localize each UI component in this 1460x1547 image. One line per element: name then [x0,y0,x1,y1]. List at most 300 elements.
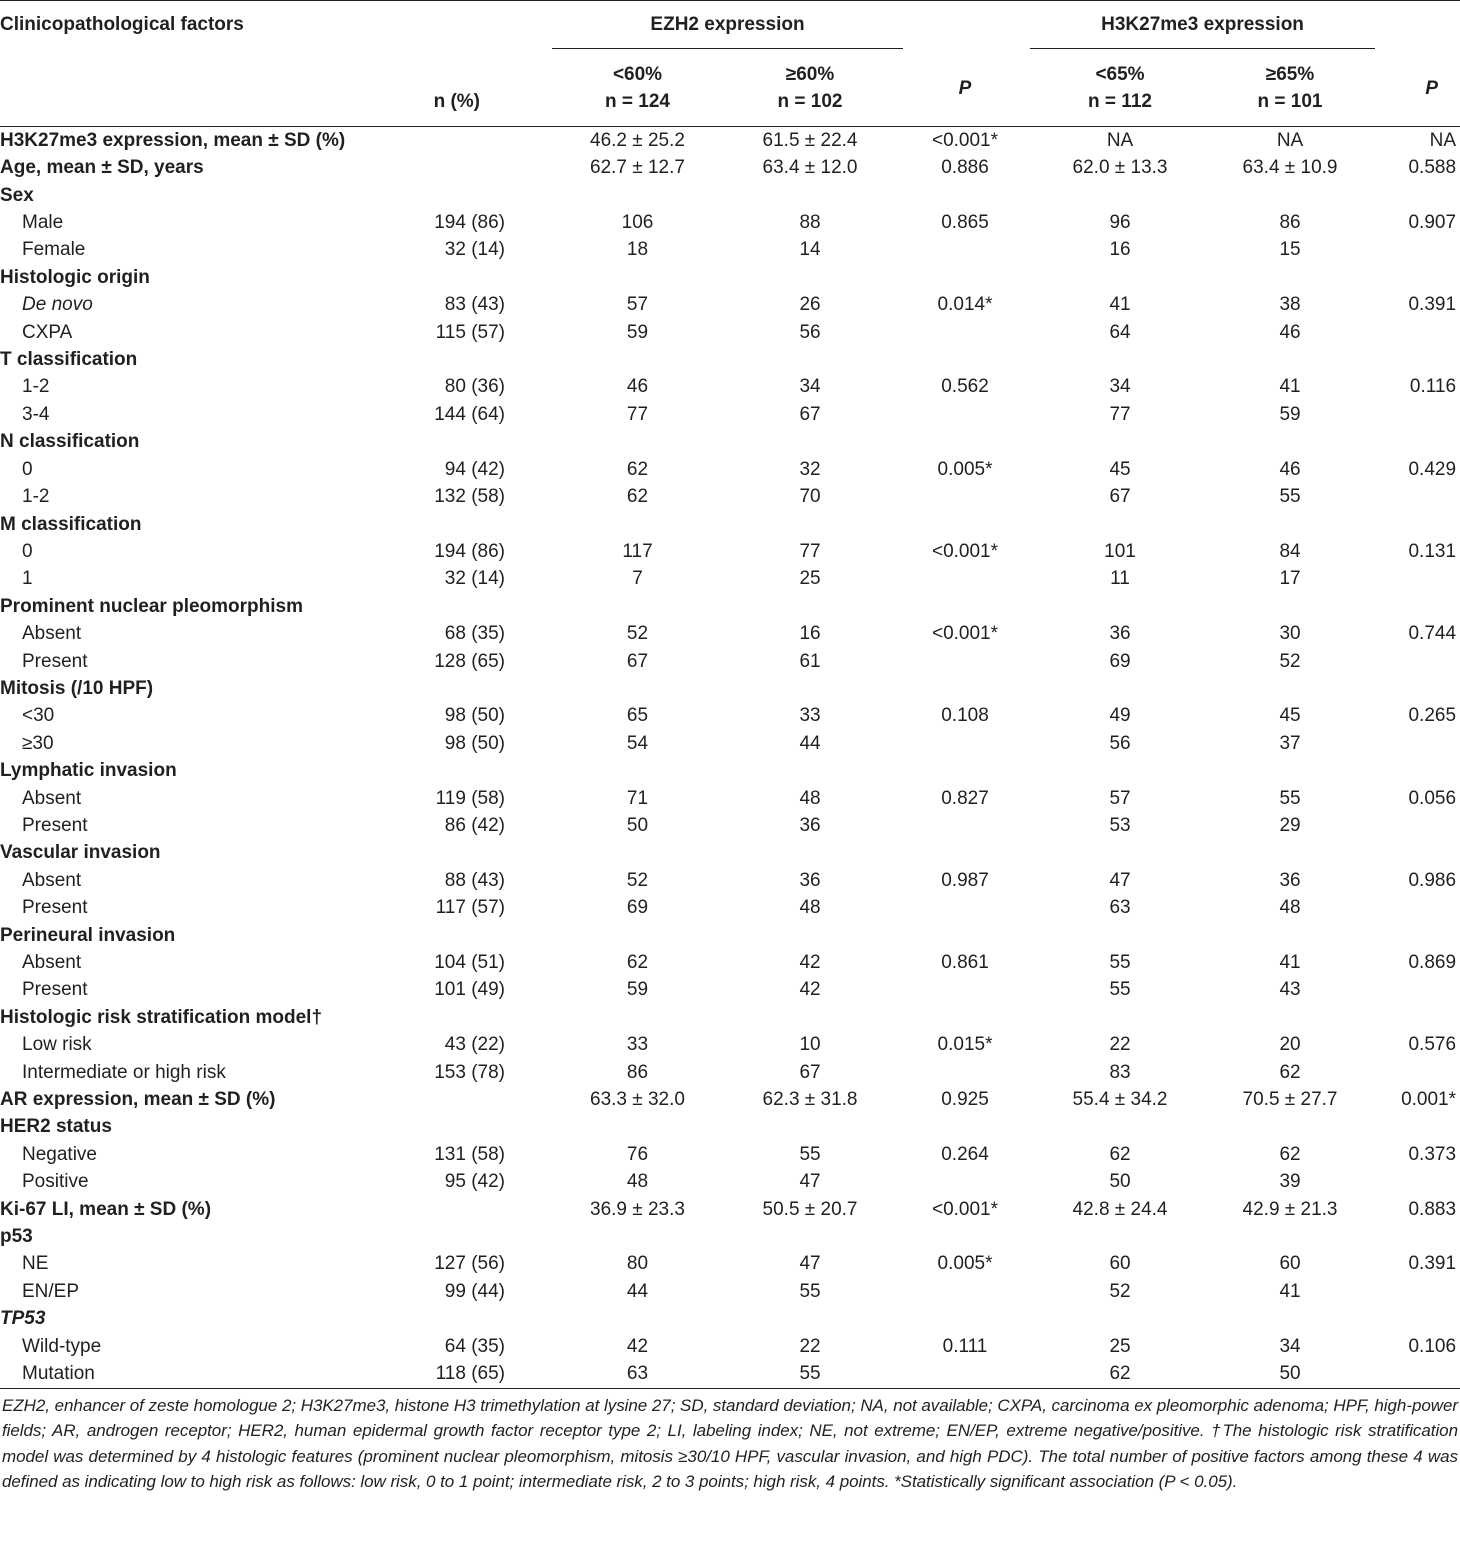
cell-n [360,1113,550,1140]
table-row [0,1360,1460,1388]
cell-n [360,593,550,620]
row-label: Histologic risk stratification model† [0,1006,323,1028]
cell-e-high [725,922,895,949]
cell-p1 [895,428,1035,455]
row-label: 3-4 [22,403,50,425]
row-label: Present [22,897,88,919]
cell-h-low: 53 [1109,814,1131,836]
ezh2-group-label: EZH2 expression [552,11,903,49]
table-row [0,1223,1460,1250]
cell-n: 99 (44) [444,1280,505,1302]
cell-e-low [550,1004,725,1031]
cell-n: 153 (78) [434,1061,505,1083]
cell-h-high: 38 [1279,294,1301,316]
cell-e-high: 44 [799,732,821,754]
cell-e-high: 55 [799,1143,821,1165]
cell-h-high: 30 [1279,623,1301,645]
cell-e-low: 62 [626,952,649,973]
cell-e-low [550,757,725,784]
cell-p2: 0.391 [1408,1253,1457,1275]
cell-h-high [1205,1223,1375,1250]
cell-p1 [895,648,1035,675]
n-percent-header: n (%) [360,61,550,126]
table-row [0,894,1460,921]
cell-e-high [725,346,895,373]
row-label: <30 [22,705,55,727]
table-body [0,126,1460,1388]
cell-n: 80 (36) [444,376,505,398]
cell-e-low [550,264,725,291]
cell-e-low: 52 [626,623,649,645]
table-row [0,839,1460,866]
cell-e-high: 22 [799,1335,821,1357]
cell-e-low [550,1113,725,1140]
cell-p2 [1375,1223,1460,1250]
row-label: Absent [22,623,82,645]
cell-p1 [895,1360,1035,1388]
cell-e-low: 71 [626,787,649,809]
cell-h-high: 46 [1279,321,1301,343]
cell-h-low [1035,1305,1205,1332]
cell-n: 194 (86) [434,212,505,234]
row-label: 1 [22,568,33,590]
row-label: Prominent nuclear pleomorphism [0,595,303,617]
cell-n [360,154,550,181]
table-row [0,538,1460,565]
cell-n [360,511,550,538]
cell-p2 [1375,182,1460,209]
row-label: Ki-67 LI, mean ± SD (%) [0,1198,212,1220]
cell-e-high: 42 [799,952,821,973]
cell-n [360,126,550,154]
row-label: De novo [22,294,93,316]
table-row [0,346,1460,373]
cell-p2: 0.373 [1408,1143,1457,1165]
cell-h-low: 64 [1109,321,1131,343]
cell-p1 [895,1305,1035,1332]
table-footnote: EZH2, enhancer of zeste homologue 2; H3K27me3, histone H3 trimethylation at lysine 27; SD, standard deviation; NA, not available; CXPA, carcinoma ex pleomorphic adenoma; HPF, high-power fields; AR, androgen receptor; HER2, human epidermal growth factor receptor type 2; LI, labeling index; NE, not extreme; EN/EP, extreme negative/positive. †The histologic risk stratification model was determined by 4 histologic features (prominent nuclear pleomorphism, mitosis ≥30/10 HPF, vascular invasion, and high PDC). The total number of positive factors among these 4 was defined as indicating low to high risk as follows: low risk, 0 to 1 point; intermediate risk, 2 to 3 points; high risk, 4 points. *Statistically significant association (P < 0.05). [2,1395,1458,1491]
table-row [0,675,1460,702]
table-row [0,785,1460,812]
h3-group-header [1035,1,1375,62]
cell-p2: 0.106 [1408,1335,1457,1357]
table-row [0,264,1460,291]
row-label: Low risk [22,1034,92,1056]
table-row [0,236,1460,263]
cell-n: 132 (58) [434,486,505,508]
cell-n: 98 (50) [444,732,505,754]
cell-e-low: 42 [626,1335,649,1357]
cell-h-high: 20 [1279,1034,1301,1056]
row-label: Lymphatic invasion [0,760,177,782]
ezh2-high-label: ≥60% [785,64,835,85]
table-row [0,209,1460,236]
ezh2-high-header [725,61,895,126]
cell-n [360,839,550,866]
table-row [0,867,1460,894]
cell-e-low: 65 [626,705,649,727]
cell-e-high [725,839,895,866]
cell-e-high: 55 [725,1360,895,1388]
table-row [0,1250,1460,1277]
cell-e-high [725,1004,895,1031]
cell-h-low: 60 [1109,1253,1131,1275]
cell-e-high [725,1223,895,1250]
table-row [0,319,1460,346]
cell-e-low: 50 [626,814,649,836]
cell-p2 [1375,1278,1460,1305]
cell-h-high: 41 [1279,952,1301,973]
cell-p2 [1375,483,1460,510]
cell-e-high: 62.3 ± 31.8 [762,1089,858,1111]
cell-n: 104 (51) [434,952,505,973]
cell-e-low [550,839,725,866]
cell-e-high: 47 [799,1253,821,1275]
cell-p2: 0.907 [1408,212,1457,234]
row-label: Negative [22,1143,97,1165]
row-label: Positive [22,1171,89,1193]
cell-e-high: 67 [799,1061,821,1083]
table-row [0,291,1460,318]
cell-p1 [895,182,1035,209]
cell-h-low: 62 [1035,1360,1205,1388]
p-value-header-ezh2: P [895,61,1035,126]
cell-e-high: 50.5 ± 20.7 [762,1198,858,1220]
table-row [0,620,1460,647]
cell-p2: 0.265 [1408,705,1457,727]
cell-e-high: 56 [799,321,821,343]
cell-h-high [1205,922,1375,949]
cell-h-high [1205,346,1375,373]
cell-p1 [895,922,1035,949]
cell-e-low: 57 [626,294,649,316]
cell-h-low: 36 [1109,623,1131,645]
cell-e-low: 46 [626,376,649,398]
cell-e-low: 117 [622,540,653,562]
cell-h-low [1035,511,1205,538]
cell-p2 [1375,1004,1460,1031]
cell-e-high: 70 [799,486,821,508]
cell-n [360,1086,550,1113]
cell-h-low: 16 [1109,239,1131,261]
cell-e-low: 80 [626,1253,649,1275]
cell-p1: <0.001* [931,129,999,151]
row-label: H3K27me3 expression, mean ± SD (%) [0,129,346,151]
cell-e-low: 67 [626,650,649,672]
cell-p2: 0.429 [1408,458,1457,480]
cell-e-low: 63 [550,1360,725,1388]
row-label: Present [22,650,88,672]
cell-h-high: 42.9 ± 21.3 [1242,1198,1338,1220]
cell-p1 [895,976,1035,1003]
cell-e-low: 54 [626,732,649,754]
cell-e-low: 62 [626,458,649,480]
cell-e-high: 33 [799,705,821,727]
cell-e-low: 86 [626,1061,649,1083]
cell-e-low: 59 [626,979,649,1001]
cell-n [360,264,550,291]
cell-e-high: 61.5 ± 22.4 [762,129,858,151]
row-label: Intermediate or high risk [22,1061,226,1083]
row-label: 1-2 [22,486,50,508]
cell-e-high: 16 [799,623,821,645]
table-row [0,976,1460,1003]
row-label: Age, mean ± SD, years [0,157,204,179]
cell-e-high: 10 [799,1034,821,1056]
cell-h-high: 86 [1279,212,1301,234]
cell-e-low [550,675,725,702]
table-row [0,428,1460,455]
cell-h-low: 55.4 ± 34.2 [1072,1089,1168,1111]
cell-h-low [1035,346,1205,373]
cell-h-high: 43 [1279,979,1301,1001]
cell-h-high: 50 [1205,1360,1375,1388]
cell-e-high [725,1113,895,1140]
cell-h-low: 41 [1109,294,1131,316]
cell-e-low: 33 [626,1034,649,1056]
table-row [0,593,1460,620]
cell-h-low: 62 [1109,1143,1131,1165]
cell-p1 [895,839,1035,866]
cell-p1 [895,1059,1035,1086]
cell-e-low [550,511,725,538]
cell-n: 32 (14) [444,568,505,590]
cell-p2 [1375,812,1460,839]
cell-p2: 0.056 [1408,787,1457,809]
cell-p2: 0.744 [1408,623,1457,645]
row-label: Present [22,814,88,836]
row-label: 0 [22,540,33,562]
table-row [0,511,1460,538]
cell-e-high: 61 [799,650,821,672]
cell-e-high: 67 [799,403,821,425]
cell-p2 [1375,319,1460,346]
cell-h-high: 37 [1279,732,1301,754]
cell-p2 [1375,1113,1460,1140]
cell-e-low: 69 [626,897,649,919]
row-label: Wild-type [22,1335,102,1357]
h3-low-header [1035,61,1205,126]
cell-e-low: 59 [626,321,649,343]
cell-p2 [1375,976,1460,1003]
row-label: HER2 status [0,1116,112,1138]
cell-n: 119 (58) [435,787,505,809]
cell-p2 [1375,1305,1460,1332]
cell-p2 [1375,839,1460,866]
cell-h-high [1205,182,1375,209]
cell-p2 [1375,346,1460,373]
cell-h-high: 52 [1279,650,1301,672]
cell-h-low [1035,839,1205,866]
cell-p1: 0.861 [941,952,989,973]
cell-e-low [550,428,725,455]
cell-n: 117 (57) [435,897,505,919]
row-label: Male [22,212,64,234]
cell-h-low: 69 [1109,650,1131,672]
cell-e-low: 7 [632,568,643,590]
cell-e-low [550,346,725,373]
cell-h-high [1205,428,1375,455]
cell-e-low: 106 [621,212,654,234]
cell-h-low: 22 [1109,1034,1131,1056]
cell-h-low: 52 [1109,1280,1131,1302]
cell-h-high: 39 [1279,1171,1301,1193]
cell-h-high [1205,1113,1375,1140]
cell-n: 118 (65) [360,1360,550,1388]
cell-p2 [1375,511,1460,538]
cell-h-high: 15 [1279,239,1301,261]
cell-e-low: 62 [626,486,649,508]
cell-p2: 0.869 [1408,952,1457,973]
cell-h-high: 59 [1279,403,1301,425]
cell-h-high: 46 [1279,458,1301,480]
table-row [0,373,1460,400]
cell-p1 [895,1278,1035,1305]
cell-p1: 0.005* [937,1253,993,1275]
cell-p2: 0.116 [1409,376,1457,398]
cell-p2: 0.576 [1408,1034,1457,1056]
cell-p1: 0.562 [941,376,989,398]
cell-n: 86 (42) [444,814,505,836]
row-label: Vascular invasion [0,842,161,864]
cell-h-high [1205,1004,1375,1031]
cell-e-high: 36 [799,869,821,891]
cell-h-low: 62.0 ± 13.3 [1072,157,1168,179]
cell-e-high: 34 [799,376,821,398]
row-label: 0 [22,458,33,480]
cell-h-low [1035,264,1205,291]
cell-p2 [1375,675,1460,702]
cell-h-high [1205,839,1375,866]
cell-e-high [725,182,895,209]
cell-p1 [895,1168,1035,1195]
table-row [0,1278,1460,1305]
cell-p1 [895,1113,1035,1140]
cell-h-high: 29 [1279,814,1301,836]
cell-p1 [895,483,1035,510]
cell-n [360,182,550,209]
table-row [0,565,1460,592]
row-label: Present [22,979,88,1001]
cell-p1: <0.001* [931,623,999,645]
h3-low-label: <65% [1095,64,1145,85]
cell-p1 [895,565,1035,592]
cell-p1: 0.111 [942,1335,988,1357]
cell-n [360,1196,550,1223]
cell-e-high: 55 [799,1280,821,1302]
cell-p1: 0.264 [941,1143,989,1165]
cell-p1 [895,1223,1035,1250]
row-label: CXPA [22,321,73,343]
cell-h-low: 25 [1109,1335,1131,1357]
cell-p1 [895,401,1035,428]
cell-p1 [895,346,1035,373]
cell-h-high [1205,1305,1375,1332]
cell-h-high [1205,264,1375,291]
ezh2-high-n: n = 102 [777,91,843,113]
cell-n: 98 (50) [444,705,505,727]
cell-p1 [895,894,1035,921]
cell-p1 [895,1004,1035,1031]
row-label: Female [22,239,86,261]
cell-e-high [725,428,895,455]
row-label: NE [22,1253,49,1275]
h3-group-label: H3K27me3 expression [1030,11,1375,49]
cell-n: 131 (58) [434,1143,505,1165]
cell-n [360,1223,550,1250]
cell-p2 [1375,428,1460,455]
cell-h-high [1205,675,1375,702]
cell-p1 [895,511,1035,538]
cell-e-high: 63.4 ± 12.0 [762,157,858,179]
cell-n [360,1004,550,1031]
cell-n: 68 (35) [444,623,505,645]
cell-e-low [550,922,725,949]
cell-n: 95 (42) [444,1171,505,1193]
cell-n: 32 (14) [444,239,505,261]
table-row [0,1031,1460,1058]
cell-h-low [1035,1223,1205,1250]
cell-h-low: 55 [1109,979,1131,1001]
cell-h-low: 34 [1109,376,1131,398]
cell-h-low [1035,182,1205,209]
cell-p2: 0.986 [1408,869,1457,891]
cell-h-low: 67 [1109,486,1131,508]
row-label: ≥30 [22,732,54,754]
cell-p2 [1375,894,1460,921]
cell-p1 [895,757,1035,784]
table-row [0,1305,1460,1332]
row-label: EN/EP [22,1280,80,1302]
row-label: Perineural invasion [0,924,176,946]
row-label: N classification [0,431,140,453]
cell-n [360,757,550,784]
cell-p2 [1375,730,1460,757]
cell-h-low: 57 [1109,787,1131,809]
cell-p1: 0.005* [937,458,993,480]
row-label: TP53 [0,1308,46,1330]
cell-h-high: 62 [1279,1061,1301,1083]
cell-h-low: 55 [1109,952,1131,973]
cell-h-low [1035,675,1205,702]
table-row [0,1141,1460,1168]
cell-p2 [1375,922,1460,949]
table-row [0,949,1460,976]
cell-p2: 0.391 [1408,294,1457,316]
row-label: Mitosis (/10 HPF) [0,677,154,699]
header-row-columns [0,61,1460,126]
ezh2-low-header [550,61,725,126]
cell-h-high: 55 [1279,486,1301,508]
row-label: Histologic origin [0,266,150,288]
cell-p1: 0.987 [941,869,989,891]
cell-h-high: 84 [1279,540,1301,562]
cell-e-high: 88 [799,212,821,234]
table-row [0,456,1460,483]
table-row [0,702,1460,729]
cell-h-low: 50 [1109,1171,1131,1193]
cell-e-low: 36.9 ± 23.3 [590,1198,685,1220]
cell-e-high: 26 [799,294,821,316]
cell-p1: 0.827 [941,787,989,809]
table-row [0,757,1460,784]
row-label: Sex [0,184,34,206]
cell-e-high: 32 [799,458,821,480]
h3-high-label: ≥65% [1265,64,1315,85]
table-row [0,1004,1460,1031]
cell-e-low: 52 [626,869,649,891]
row-label: Mutation [0,1360,360,1388]
